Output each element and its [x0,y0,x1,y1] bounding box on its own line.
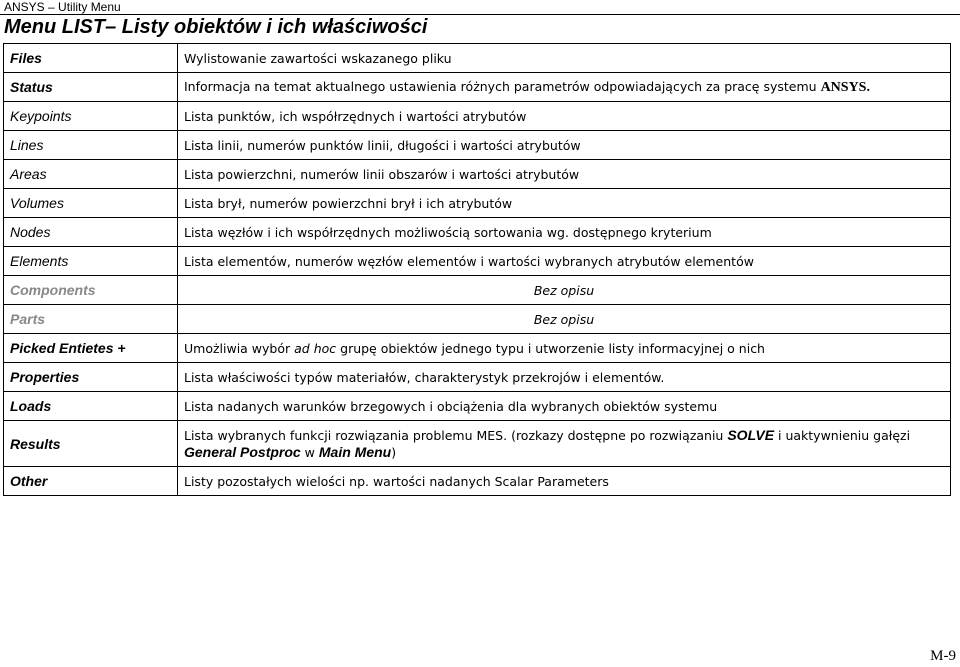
desc-properties: Lista właściwości typów materiałów, charakterystyk przekrojów i elementów. [178,363,951,392]
desc-loads: Lista nadanych warunków brzegowych i obciążenia dla wybranych obiektów systemu [178,392,951,421]
app-title: ANSYS – Utility Menu [4,0,121,14]
term-lines: Lines [4,131,178,160]
page-title: Menu LIST– Listy obiektów i ich właściwości [4,16,428,38]
desc-keypoints: Lista punktów, ich współrzędnych i wartości atrybutów [178,102,951,131]
table-row [4,363,951,392]
desc-status [178,73,951,102]
desc-results [178,421,951,467]
table-row [4,160,951,189]
table-row [4,276,951,305]
desc-results-solve: SOLVE [727,426,775,443]
term-areas: Areas [4,160,178,189]
desc-results-3: i uaktywnieniu gałęzi [774,427,911,443]
desc-nodes: Lista węzłów i ich współrzędnych możliwością sortowania wg. dostępnego kryterium [178,218,951,247]
page-number: M-9 [930,648,956,664]
desc-results-5: w [300,444,319,460]
desc-files: Wylistowanie zawartości wskazanego pliku [178,44,951,73]
table-row [4,421,951,467]
desc-results-1: Lista wybranych funkcji rozwiązania problemu MES. (rozkazy dostępne po rozwiązaniu [184,427,728,443]
table-row [4,189,951,218]
term-nodes: Nodes [4,218,178,247]
term-elements: Elements [4,247,178,276]
term-loads: Loads [4,392,178,421]
desc-parts: Bez opisu [178,305,951,334]
table-row [4,218,951,247]
desc-elements: Lista elementów, numerów węzłów elementów i wartości wybranych atrybutów elementów [178,247,951,276]
desc-results-main-menu: Main Menu [318,443,392,460]
term-picked-entities: Picked Entietes + [4,334,178,363]
term-parts: Parts [4,305,178,334]
term-status: Status [4,73,178,102]
table-row [4,247,951,276]
desc-results-general-postproc: General Postproc [184,443,301,460]
term-keypoints: Keypoints [4,102,178,131]
term-other: Other [4,467,178,496]
desc-picked-italic: ad hoc [294,340,337,356]
desc-volumes: Lista brył, numerów powierzchni brył i ich atrybutów [178,189,951,218]
menu-list-table [3,43,951,496]
table-row [4,334,951,363]
term-components: Components [4,276,178,305]
table-row [4,305,951,334]
table-row [4,131,951,160]
desc-status-text: Informacja na temat aktualnego ustawienia różnych parametrów odpowiadających za pracę systemu [184,79,821,94]
desc-other: Listy pozostałych wielości np. wartości nadanych Scalar Parameters [178,467,951,496]
desc-components: Bez opisu [178,276,951,305]
term-volumes: Volumes [4,189,178,218]
desc-lines: Lista linii, numerów punktów linii, długości i wartości atrybutów [178,131,951,160]
ansys-word: ANSYS. [820,80,870,95]
table-row [4,44,951,73]
desc-picked-pre: Umożliwia wybór [184,340,295,356]
table-row [4,73,951,102]
table-row [4,102,951,131]
desc-results-7: ) [391,444,397,460]
term-results: Results [4,421,178,467]
table-row [4,392,951,421]
desc-picked-entities [178,334,951,363]
desc-picked-post: grupę obiektów jednego typu i utworzenie listy informacyjnej o nich [336,340,765,356]
desc-areas: Lista powierzchni, numerów linii obszarów i wartości atrybutów [178,160,951,189]
term-files: Files [4,44,178,73]
table-row [4,467,951,496]
term-properties: Properties [4,363,178,392]
